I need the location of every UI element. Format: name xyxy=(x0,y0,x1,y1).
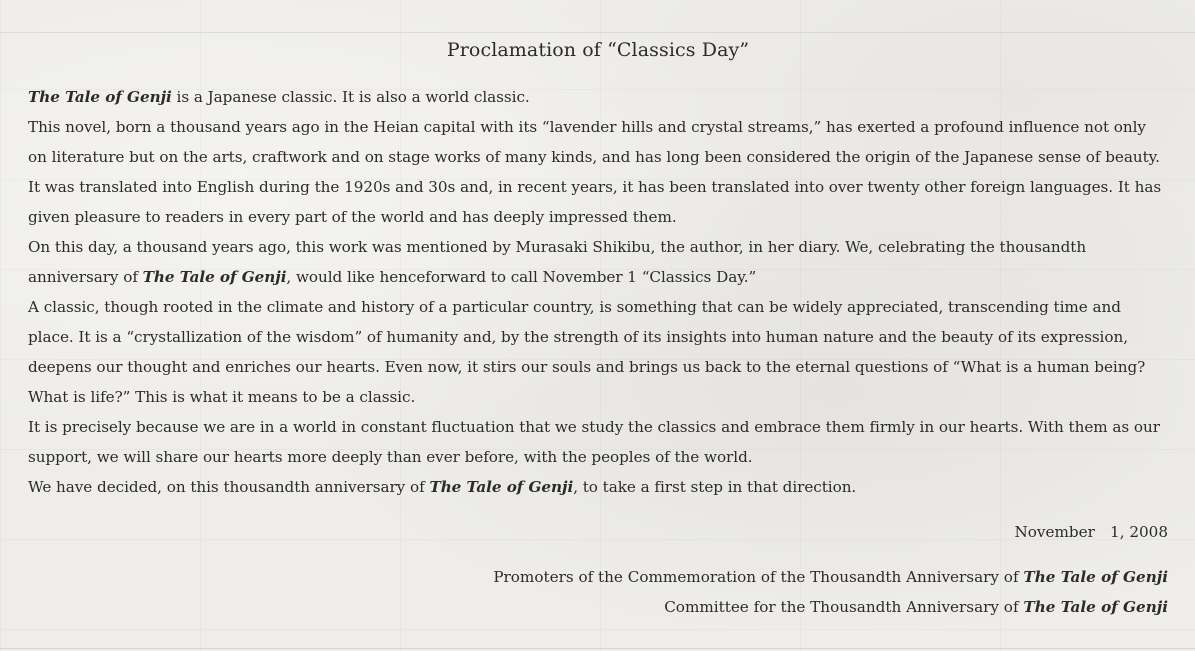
paragraph-3 xyxy=(28,232,1168,292)
proclamation-document xyxy=(28,36,1168,622)
signatures xyxy=(28,562,1168,622)
signature-committee-text: Committee for the Thousandth Anniversary of xyxy=(664,598,1024,616)
signature-committee xyxy=(28,592,1168,622)
paragraph-1 xyxy=(28,82,1168,112)
signature-promoters xyxy=(28,562,1168,592)
proclamation-date: November 1, 2008 xyxy=(1014,523,1168,541)
paragraph-2: This novel, born a thousand years ago in the Heian capital with its “lavender hills and crystal streams,” has exerted a profound influence not only on literature but on the arts, craftwork and on stage works of many kinds, and has long been considered the origin of the Japanese sense of beauty. It was translated into English during the 1920s and 30s and, in recent years, it has been translated into over twenty other foreign languages. It has given pleasure to readers in every part of the world and has deeply impressed them. xyxy=(28,118,1162,226)
paragraph-6-text-before: We have decided, on this thousandth anniversary of xyxy=(28,478,430,496)
work-title: The Tale of Genji xyxy=(142,268,287,286)
paragraph-3-text-before: On this day, a thousand years ago, this work was mentioned by Murasaki Shikibu, the author, in her diary. We, celebrating the thousandth anniversary of xyxy=(28,238,1087,286)
paragraph-1-text: is a Japanese classic. It is also a world classic. xyxy=(171,88,530,106)
page-title: Proclamation of “Classics Day” xyxy=(446,39,750,61)
paragraph-6 xyxy=(28,472,1168,502)
signature-promoters-text: Promoters of the Commemoration of the Thousandth Anniversary of xyxy=(493,568,1024,586)
work-title: The Tale of Genji xyxy=(1023,568,1168,586)
paragraph-3-text-after: , would like henceforward to call November 1 “Classics Day.” xyxy=(286,268,757,286)
work-title: The Tale of Genji xyxy=(28,88,172,106)
frame-line-top xyxy=(0,32,1195,33)
frame-line-bottom xyxy=(0,648,1195,649)
work-title: The Tale of Genji xyxy=(1023,598,1168,616)
paragraph-6-text-after: , to take a first step in that direction. xyxy=(573,478,857,496)
paragraph-4: A classic, though rooted in the climate and history of a particular country, is something that can be widely appreciated, transcending time and place. It is a “crystallization of the wisdom” of humanity and, by the strength of its insights into human nature and the beauty of its expression, deepens our thought and enriches our hearts. Even now, it stirs our souls and brings us back to the eternal questions of “What is a human being? What is life?” This is what it means to be a classic. xyxy=(28,298,1146,406)
paragraph-5: It is precisely because we are in a world in constant fluctuation that we study the classics and embrace them firmly in our hearts. With them as our support, we will share our hearts more deeply than ever before, with the peoples of the world. xyxy=(28,418,1160,466)
work-title: The Tale of Genji xyxy=(429,478,574,496)
proclamation-body xyxy=(28,82,1168,502)
